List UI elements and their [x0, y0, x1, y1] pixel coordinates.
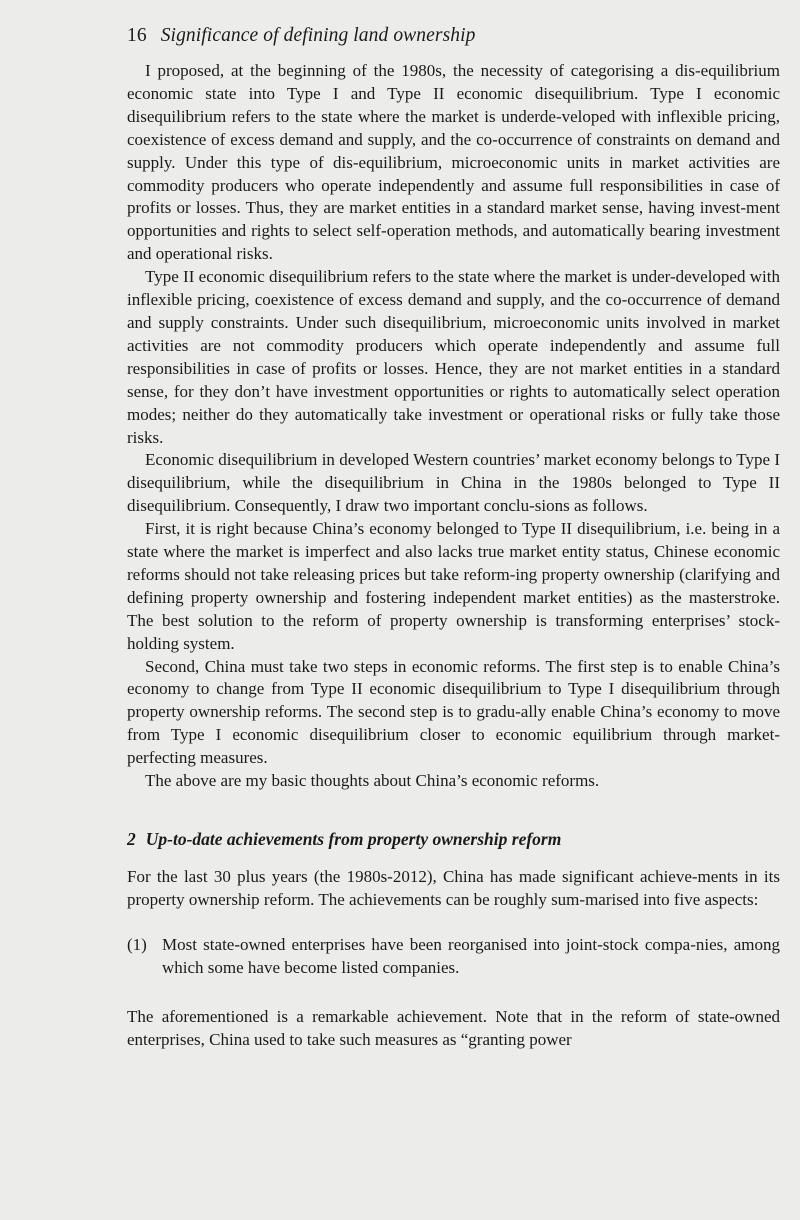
paragraph: I proposed, at the beginning of the 1980s, the necessity of categorising a dis-equilibrium economic state into Type I and Type II economic disequilibrium. Type I economic disequilibrium refers to the state where the market is underde-veloped with inflexible pricing, coexistence of excess demand and supply, and the co-occurrence of constraints on demand and supply. Under this type of dis-equilibrium, microeconomic units in market activities are commodity producers who operate independently and assume full responsibilities in case of profits or losses. Thus, they are market entities in a standard market sense, having invest-ment opportunities and rights to select self-operation methods, and automatically bearing investment and operational risks.	[127, 61, 780, 264]
list-item-text: Most state-owned enterprises have been reorganised into joint-stock compa-nies, among which some have become listed companies.	[162, 934, 780, 977]
paragraph: First, it is right because China’s economy belonged to Type II disequilibrium, i.e. being in a state where the market is imperfect and also lacks true market entity status, Chinese economic reforms should not take releasing prices but take reform-ing property ownership (clarifying and defining property ownership and fostering independent market entities) as the masterstroke. The best solution to the reform of property ownership is transforming enterprises’ stock-holding system.	[127, 519, 780, 653]
paragraph: The above are my basic thoughts about China’s economic reforms.	[145, 771, 600, 791]
paragraph: Second, China must take two steps in economic reforms. The first step is to enable China’s economy to change from Type II economic disequilibrium to Type I disequilibrium through property ownership reforms. The second step is to gradu-ally enable China’s economy to move from Type I economic disequilibrium closer to economic equilibrium through market-perfecting measures.	[127, 656, 780, 768]
section-intro: For the last 30 plus years (the 1980s-2012), China has made significant achieve-ments in its property ownership reform. The achievements can be roughly sum-marised into five aspects:	[127, 867, 780, 909]
list-marker: (1)	[127, 934, 147, 954]
section-heading	[127, 828, 780, 850]
page-number: 16	[127, 25, 147, 46]
section-title: Up-to-date achievements from property ownership reform	[145, 829, 562, 849]
paragraph: Type II economic disequilibrium refers to the state where the market is under-developed with inflexible pricing, coexistence of excess demand and supply, and the co-occurrence of demand and supply constraints. Under such disequilibrium, microeconomic units involved in market activities are not commodity producers which operate independently and assume full responsibilities in case of profits or losses. Hence, they are not market entities in a standard sense, for they don’t have investment opportunities or rights to automatically select operation modes; neither do they automatically take investment or operational risks or fully take those risks.	[127, 267, 780, 447]
running-header	[127, 24, 780, 48]
list-item	[127, 934, 780, 980]
section-number: 2	[127, 829, 136, 849]
paragraph: Economic disequilibrium in developed Western countries’ market economy belongs to Type I disequilibrium, while the disequilibrium in China in the 1980s belonged to Type II disequilibrium. Consequently, I draw two important conclu-sions as follows.	[127, 450, 780, 516]
body-text	[127, 60, 780, 1051]
running-title: Significance of defining land ownership	[160, 25, 476, 46]
closing-paragraph: The aforementioned is a remarkable achievement. Note that in the reform of state-owned enterprises, China used to take such measures as “granting power	[127, 1006, 780, 1049]
